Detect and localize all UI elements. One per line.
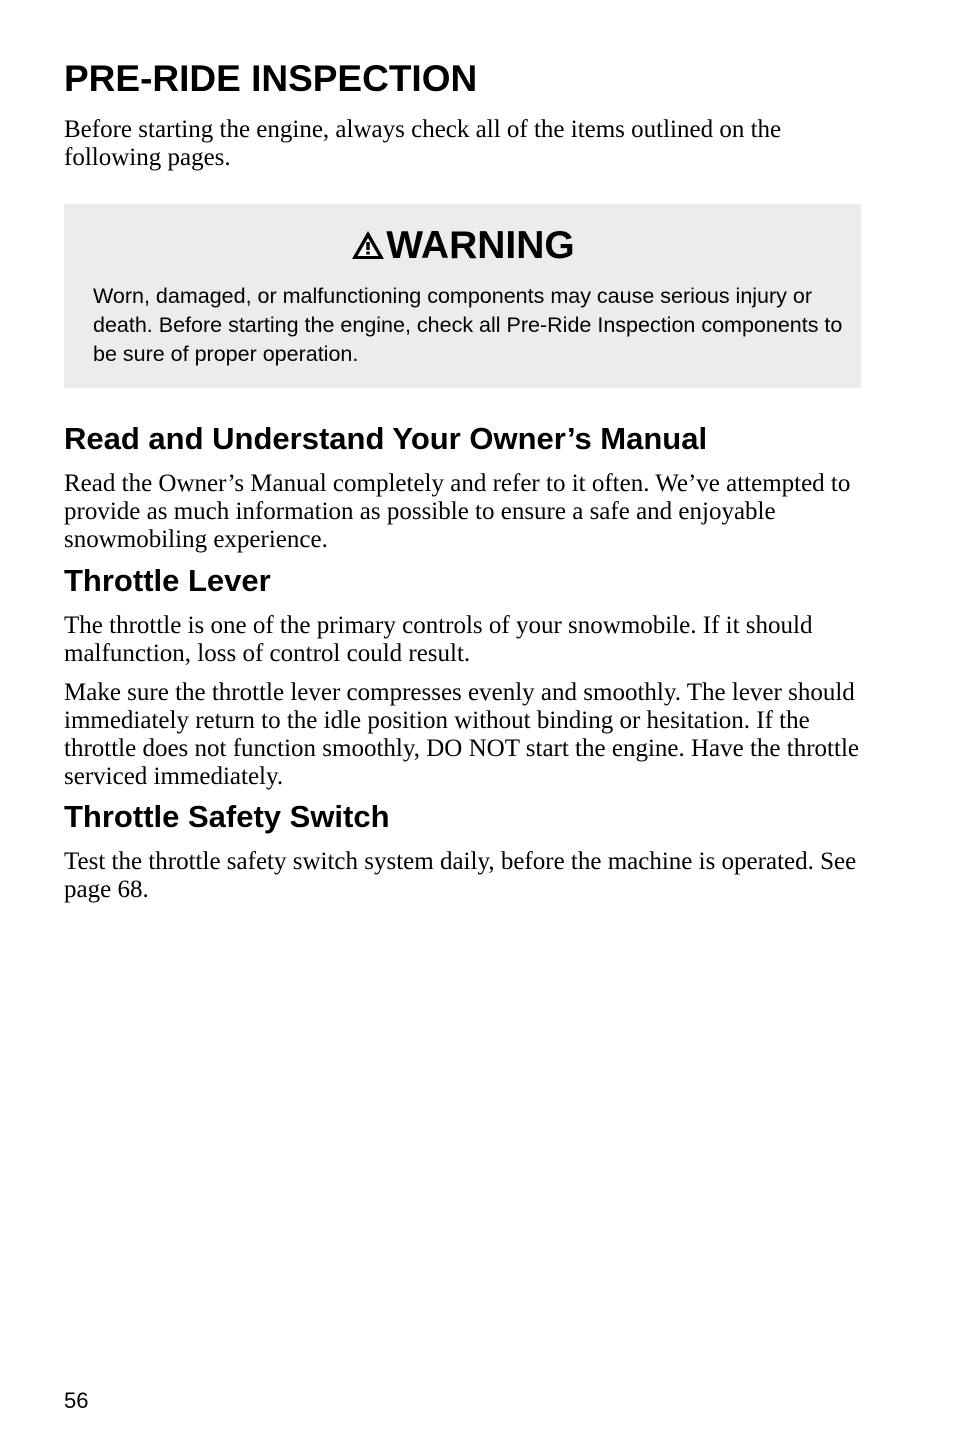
owners-manual-paragraph: Read the Owner’s Manual completely and refer to it often. We’ve attempted to provide as much information as possible to ensure a safe and enjoyable snowmobiling experience. (64, 470, 851, 553)
page-number: 56 (64, 1388, 89, 1413)
throttle-lever-paragraph-1: The throttle is one of the primary controls of your snowmobile. If it should malfunction, loss of control could result. (64, 612, 813, 667)
throttle-lever-paragraph-2: Make sure the throttle lever compresses evenly and smoothly. The lever should immediately return to the idle position without binding or hesitation. If the throttle does not function smoothly, DO NOT start the engine. Have the throttle serviced immediately. (64, 679, 859, 790)
warning-heading-label: WARNING (386, 224, 575, 267)
warning-heading (64, 224, 861, 268)
warning-triangle-icon (350, 229, 386, 261)
section-heading-throttle-safety-switch: Throttle Safety Switch (64, 799, 390, 834)
warning-text: Worn, damaged, or malfunctioning components may cause serious injury or death. Before starting the engine, check all Pre-Ride Inspection components to be sure of proper operation. (93, 284, 843, 366)
intro-paragraph: Before starting the engine, always check all of the items outlined on the following pages. (64, 116, 782, 171)
page-title: PRE-RIDE INSPECTION (64, 58, 478, 99)
section-heading-throttle-lever: Throttle Lever (64, 563, 271, 598)
throttle-safety-switch-paragraph: Test the throttle safety switch system daily, before the machine is operated. See page 68. (64, 848, 857, 903)
section-heading-owners-manual: Read and Understand Your Owner’s Manual (64, 421, 708, 456)
warning-box (64, 204, 861, 388)
